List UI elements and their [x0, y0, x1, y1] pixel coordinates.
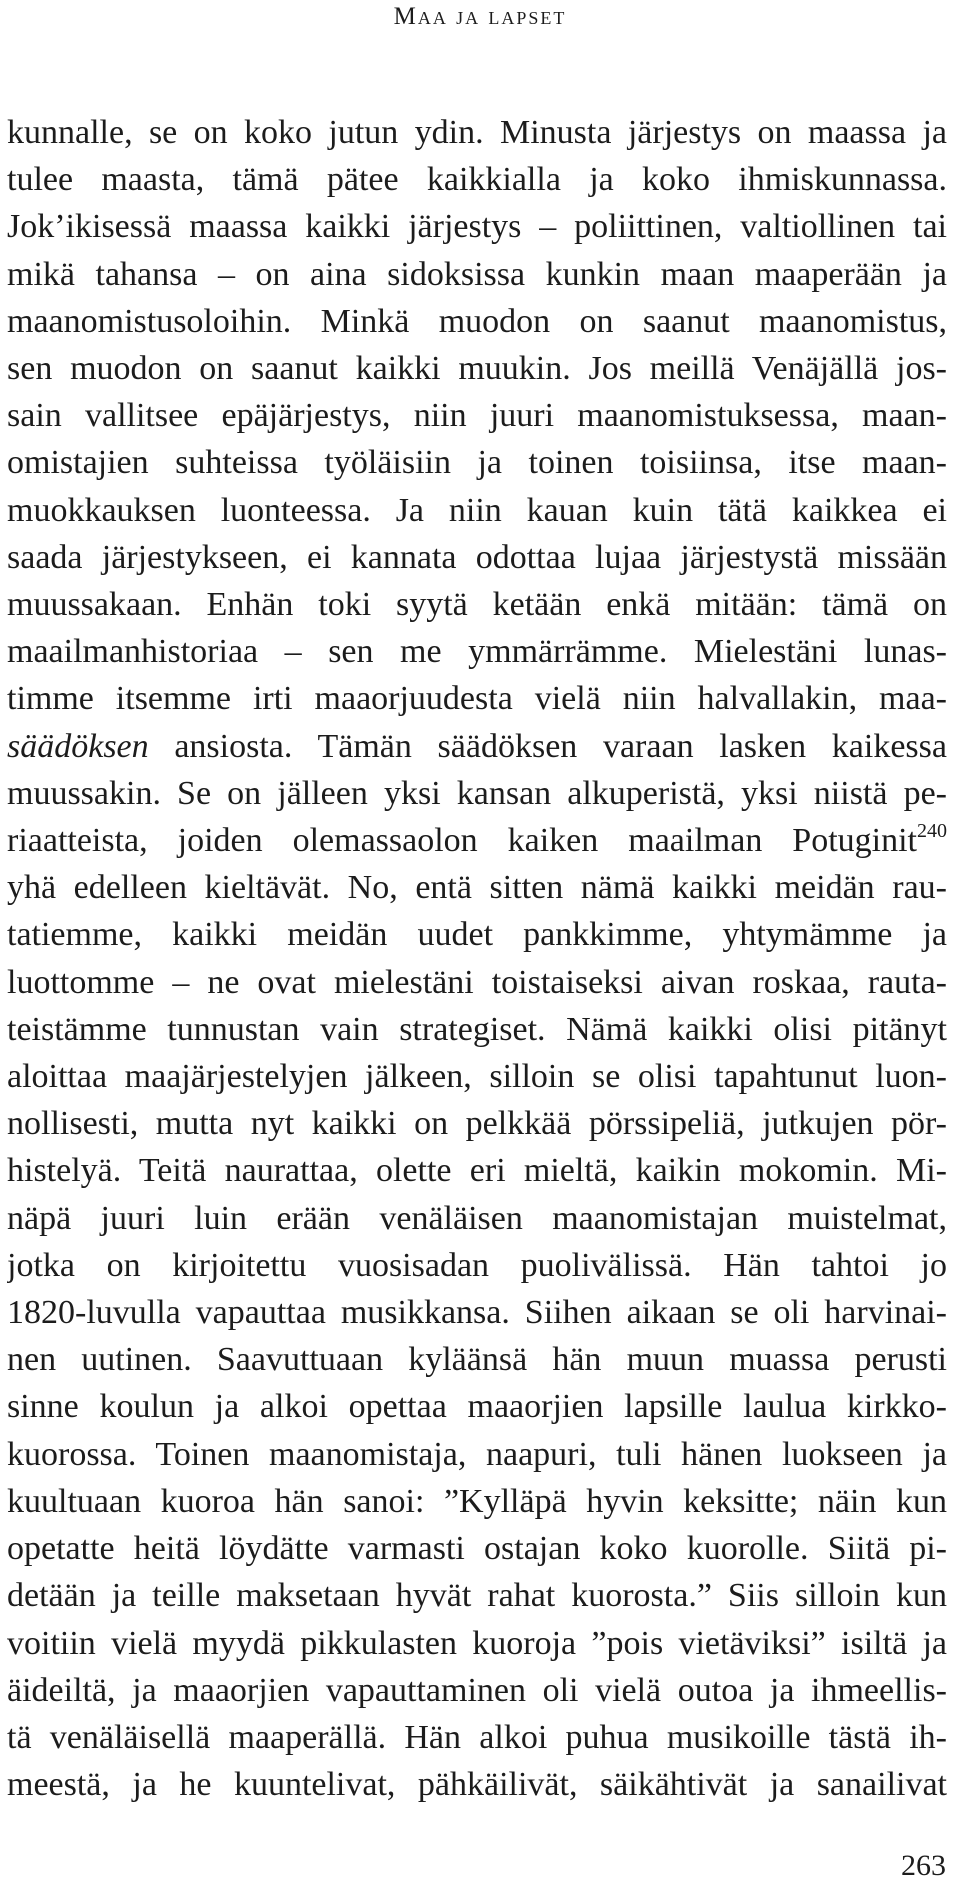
text-line-main: riaatteista, joiden olemassaolon kaiken maailman Potuginit: [7, 822, 917, 860]
text-line: sain vallitsee epäjärjestys, niin juuri maanomistuksessa, maan-: [7, 397, 947, 435]
text-line: tulee maasta, tämä pätee kaikkialla ja koko ihmiskunnassa.: [7, 161, 947, 199]
text-line: tä venäläisellä maaperällä. Hän alkoi puhua musikoille tästä ih-: [7, 1718, 947, 1756]
text-line: teistämme tunnustan vain strategiset. Nämä kaikki olisi pitänyt: [7, 1010, 947, 1048]
text-line: maailmanhistoriaa – sen me ymmärrämme. Mielestäni lunas-: [7, 633, 947, 671]
text-line: detään ja teille maksetaan hyvät rahat kuorosta.” Siis silloin kun: [7, 1577, 947, 1615]
text-line: opetatte heitä löydätte varmasti ostajan koko kuorolle. Siitä pi-: [7, 1530, 947, 1568]
text-line: timme itsemme irti maaorjuudesta vielä niin halvallakin, maa-: [7, 680, 947, 718]
text-line: näpä juuri luin erään venäläisen maanomistajan muistelmat,: [7, 1199, 947, 1237]
running-head: Maa ja lapset: [393, 3, 567, 30]
text-line-footnote: [7, 817, 947, 864]
text-line: muokkauksen luonteessa. Ja niin kauan kuin tätä kaikkea ei: [7, 491, 947, 529]
text-line: kunnalle, se on koko jutun ydin. Minusta järjestys on maassa ja: [7, 114, 947, 151]
text-line: kuorossa. Toinen maanomistaja, naapuri, tuli hänen luokseen ja: [7, 1435, 947, 1473]
text-line: sen muodon on saanut kaikki muukin. Jos meillä Venäjällä jos-: [7, 350, 947, 388]
footnote-reference: 240: [917, 820, 947, 843]
text-line: 1820-luvulla vapauttaa musikkansa. Siihen aikaan se oli harvinai-: [7, 1294, 947, 1332]
text-line: yhä edelleen kieltävät. No, entä sitten nämä kaikki meidän rau-: [7, 869, 947, 907]
text-line: saada järjestykseen, ei kannata odottaa lujaa järjestystä missään: [7, 538, 947, 576]
text-line: aloittaa maajärjestelyjen jälkeen, silloin se olisi tapahtunut luon-: [7, 1058, 947, 1096]
italic-term: säädöksen: [7, 727, 149, 765]
text-line: nollisesti, mutta nyt kaikki on pelkkää pörssipeliä, jutkujen pör-: [7, 1105, 947, 1143]
body-text: [7, 109, 947, 1808]
text-line: tatiemme, kaikki meidän uudet pankkimme, yhtymämme ja: [7, 916, 947, 954]
text-line: kuultuaan kuoroa hän sanoi: ”Kylläpä hyvin keksitte; näin kun: [7, 1482, 947, 1520]
text-line: muussakaan. Enhän toki syytä ketään enkä mitään: tämä on: [7, 586, 947, 624]
text-line: omistajien suhteissa työläisiin ja toinen toisiinsa, itse maan-: [7, 444, 947, 482]
text-line: äideiltä, ja maaorjien vapauttaminen oli vielä outoa ja ihmeellis-: [7, 1671, 947, 1709]
text-line: muussakin. Se on jälleen yksi kansan alkuperistä, yksi niistä pe-: [7, 774, 947, 812]
text-line: Jok’ikisessä maassa kaikki järjestys – poliittinen, valtiollinen tai: [7, 208, 947, 246]
text-line: maanomistusoloihin. Minkä muodon on saanut maanomistus,: [7, 302, 947, 340]
text-line-italic: [7, 723, 947, 770]
text-line-continuation: ansiosta. Tämän säädöksen varaan lasken kaikessa: [148, 727, 947, 765]
text-line: mikä tahansa – on aina sidoksissa kunkin maan maaperään ja: [7, 255, 947, 293]
text-line: sinne koulun ja alkoi opettaa maaorjien lapsille laulua kirkko-: [7, 1388, 947, 1426]
text-line: nen uutinen. Saavuttuaan kyläänsä hän muun muassa perusti: [7, 1341, 947, 1379]
text-line: histelyä. Teitä naurattaa, olette eri mieltä, kaikin mokomin. Mi-: [7, 1152, 947, 1190]
text-line: meestä, ja he kuuntelivat, pähkäilivät, säikähtivät ja sanailivat: [7, 1766, 947, 1804]
text-line: jotka on kirjoitettu vuosisadan puolivälissä. Hän tahtoi jo: [7, 1246, 947, 1284]
page-number: 263: [901, 1849, 946, 1882]
text-line: voitiin vielä myydä pikkulasten kuoroja ”pois vietäviksi” isiltä ja: [7, 1624, 947, 1662]
text-line: luottomme – ne ovat mielestäni toistaiseksi aivan roskaa, rauta-: [7, 963, 947, 1001]
